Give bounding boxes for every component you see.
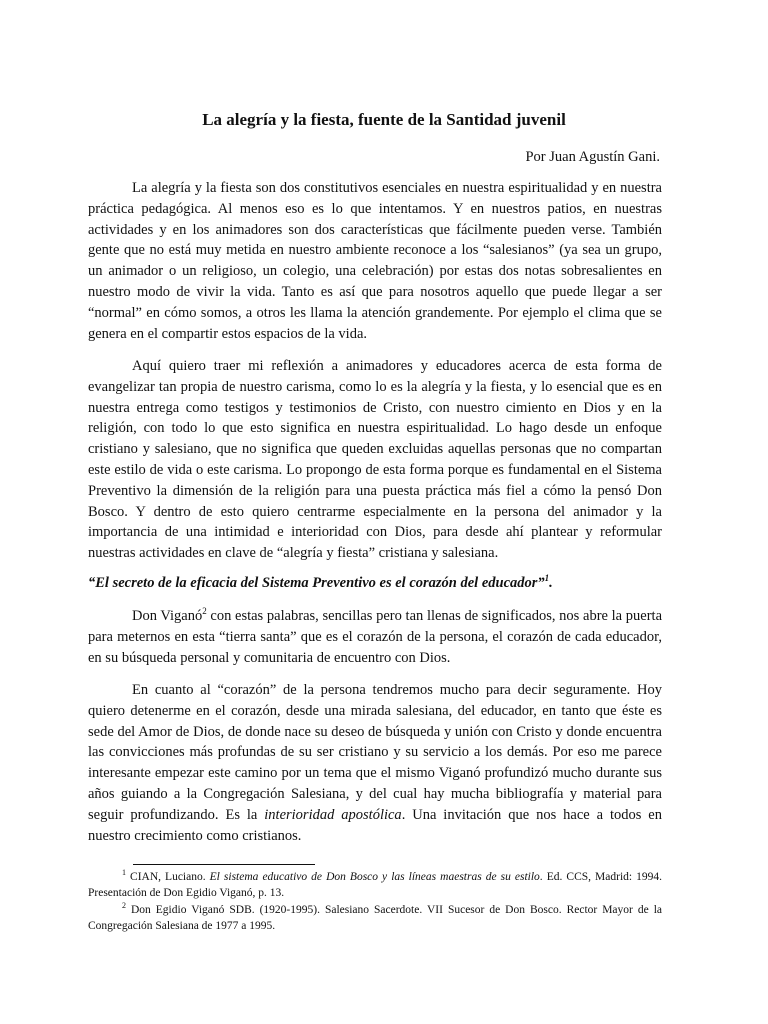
document-title: La alegría y la fiesta, fuente de la Santidad juvenil <box>202 110 566 129</box>
paragraph-3-rest: con estas palabras, sencillas pero tan llenas de significados, nos abre la puerta para meternos en esta “tierra santa” que es el corazón de la persona, el corazón de cada educador, en su búsqueda personal y comunitaria de encuentro con Dios. <box>88 608 663 666</box>
footnote-1-book-title: El sistema educativo de Don Bosco y las líneas maestras de su estilo <box>209 871 540 883</box>
quote-text: “El secreto de la eficacia del Sistema Preventivo es el corazón del educador” <box>88 575 545 591</box>
footnote-1 <box>88 870 662 901</box>
footnote-ref-2: 2 <box>202 606 207 617</box>
paragraph-4 <box>88 680 662 846</box>
paragraph-1: La alegría y la fiesta son dos constitutivos esenciales en nuestra espiritualidad y en nuestra práctica pedagógica. Al menos eso es lo que intentamos. Y en nuestros patios, en nuestras actividades y en los animadores son dos características que fácilmente pueden verse. También gente que no está muy metida en nuestro ambiente reconoce a los “salesianos” (ya sea un grupo, un animador o un religioso, un colegio, una celebración) por estas dos notas sobresalientes en nuestro modo de vivir la vida. Tanto es así que para nosotros aquello que puede llegar a ser “normal” en cómo somos, a otros les llama la atención grandemente. Por ejemplo el clima que se genera en el compartir estos espacios de la vida. <box>88 180 662 342</box>
paragraph-4-tail: . Una invitación que nos hace a todos en nuestro crecimiento como cristianos. <box>88 806 662 844</box>
footnote-1-post: . Ed. CCS, Madrid: 1994. Presentación de Don Egidio Viganó, p. 13. <box>88 871 662 899</box>
paragraph-3 <box>88 606 662 668</box>
paragraph-2: Aquí quiero traer mi reflexión a animadores y educadores acerca de esta forma de evangelizar tan propia de nuestro carisma, como lo es la alegría y la fiesta, y lo esencial que es en nuestra entrega como testigos y testimonios de Cristo, con nuestro cimiento en Dios y en la religión, con todo lo que esto significa en nuestra espiritualidad. Lo hago desde un enfoque cristiano y salesiano, que no significa que queden excluidas aquellas personas que no compartan este estilo de vida o este carisma. Lo propongo de esta forma porque es fundamental en el Sistema Preventivo la dimensión de la religión para una puesta práctica más fiel a cómo la pensó Don Bosco. Y dentro de esto quiero centrarme especialmente en la persona del animador y la importancia de una intimidad e interioridad con Dios, para desde ahí plantear y reformular nuestras actividades en clave de “alegría y fiesta” cristiana y salesiana. <box>88 358 662 562</box>
footnote-1-pre: CIAN, Luciano. <box>126 871 210 883</box>
footnote-ref-1: 1 <box>544 573 550 584</box>
footnote-1-number: 1 <box>122 868 126 878</box>
footnote-2 <box>88 903 662 934</box>
quote-end: . <box>549 575 553 591</box>
paragraph-4-emphasis: interioridad apostólica <box>264 806 402 823</box>
paragraph-3-lead: Don Viganó <box>132 608 203 624</box>
footnote-separator <box>133 864 315 865</box>
paragraph-4-text: En cuanto al “corazón” de la persona tendremos mucho para decir seguramente. Hoy quiero detenerme en el corazón, desde una mirada salesiana, del educador, en tanto que éste es sede del Amor de Dios, de donde nace su deseo de búsqueda y unión con Cristo y donde encuentra las convicciones más profundas de su ser cristiano y su servicio a los demás. Por eso me parece interesante empezar este camino por un tema que el mismo Viganó profundizó mucho durante sus años guiando a la Congregación Salesiana, y del cual hay mucha bibliografía y material para seguir profundizando. Es la <box>88 682 662 823</box>
footnote-2-text: Don Egidio Viganó SDB. (1920-1995). Salesiano Sacerdote. VII Sucesor de Don Bosco. Rector Mayor de la Congregación Salesiana de 1977 a 1995. <box>88 904 662 932</box>
quote-heading <box>88 573 688 593</box>
author-line: Por Juan Agustín Gani. <box>525 149 660 165</box>
footnote-2-number: 2 <box>122 901 126 911</box>
